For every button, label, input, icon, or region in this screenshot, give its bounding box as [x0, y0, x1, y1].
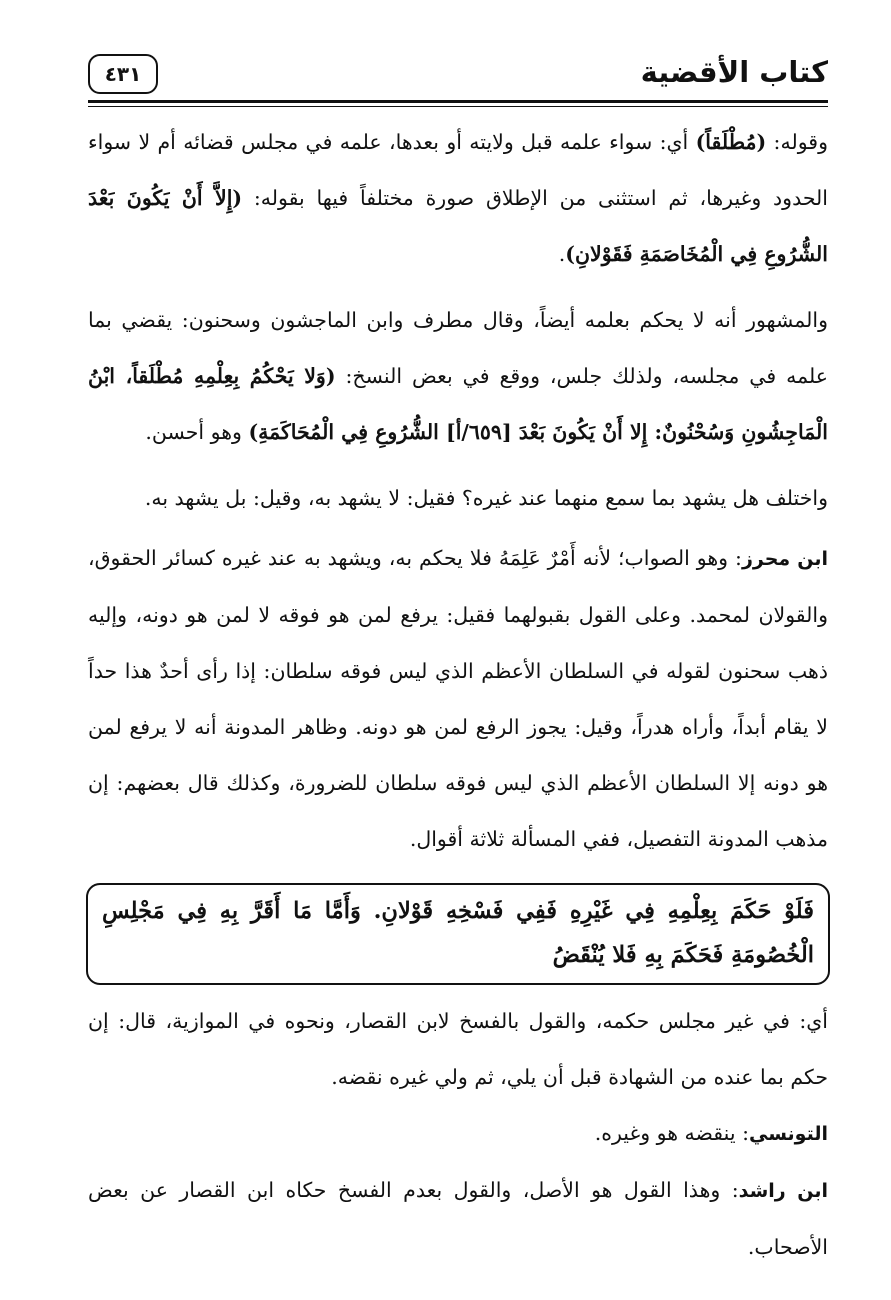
text-run: أي: سواء علمه قبل ولايته أو بعدها، علمه في مجلس قضائه أم لا سواء الحدود وغيرها، ثم استثنى من الإطلاق صورة مختلفاً فيها بقوله:: [88, 130, 829, 210]
text-run: : ينقضه هو وغيره.: [594, 1121, 749, 1145]
paragraph-7: [88, 1162, 828, 1275]
paragraph-5: [88, 993, 828, 1105]
paragraph-3: [88, 470, 828, 526]
page-number: ٤٣١: [88, 54, 158, 94]
header-rule-thin: [88, 106, 828, 107]
text-run: واختلف هل يشهد بما سمع منهما عند غيره؟ فقيل: لا يشهد به، وقيل: بل يشهد به.: [144, 486, 828, 510]
quoted-matn: (إِلاَّ أَنْ يَكُونَ بَعْدَ الشُّرُوعِ فِي الْمُخَاصَمَةِ فَقَوْلانِ): [88, 186, 828, 266]
page-body: [88, 114, 828, 1275]
text-run: : وهو الصواب؛ لأنه أَمْرٌ عَلِمَهُ فلا يحكم به، ويشهد به عند غيره كسائر الحقوق، والقولان لمحمد. وعلى القول بقبولهما فقيل: يرفع لمن هو فوقه لا لمن هو دونه، وإليه ذهب سحنون لقوله في السلطان الأعظم الذي ليس فوقه سلطان: إذا رأى أحدٌ هذا حداً لا يقام أبداً، وأراه هدراً، وقيل: يجوز الرفع لمن هو دونه. وظاهر المدونة أنه لا يرفع لمن هو دونه إلا السلطان الأعظم الذي ليس فوقه سلطان للضرورة، وكذلك قال بعضهم: إن مذهب المدونة التفصيل، ففي المسألة ثلاثة أقوال.: [88, 546, 828, 851]
matn-box: [86, 883, 830, 985]
scholar-name: ابن محرز: [741, 548, 828, 570]
paragraph-6: [88, 1105, 828, 1162]
matn-text: فَلَوْ حَكَمَ بِعِلْمِهِ فِي غَيْرِهِ فَفِي فَسْخِهِ قَوْلانِ. وَأَمَّا مَا أَقَرَّ بِهِ فِي مَجْلِسِ الْخُصُومَةِ فَحَكَمَ بِهِ فَلا يُنْقَضُ: [102, 898, 814, 968]
quoted-matn: (مُطْلَقاً): [695, 130, 767, 154]
text-run: أي: في غير مجلس حكمه، والقول بالفسخ لابن القصار، ونحوه في الموازية، قال: إن حكم بما عنده من الشهادة قبل أن يلي، ثم ولي غيره نقضه.: [88, 1009, 828, 1089]
text-run: والمشهور أنه لا يحكم بعلمه أيضاً، وقال مطرف وابن الماجشون وسحنون: يقضي بما علمه في مجلسه، ولذلك جلس، ووقع في بعض النسخ:: [88, 308, 828, 388]
text-run: : وهذا القول هو الأصل، والقول بعدم الفسخ حكاه ابن القصار عن بعض الأصحاب.: [88, 1178, 828, 1259]
text-run: .: [558, 242, 566, 266]
quoted-matn: (وَلا يَحْكُمُ بِعِلْمِهِ مُطْلَقاً، ابْنُ الْمَاجِشُونِ وَسُحْنُونٌ: إِلا أَنْ يَكُونَ بَعْدَ [٦٥٩/أ] الشُّرُوعِ فِي الْمُحَاكَمَةِ): [88, 364, 828, 444]
paragraph-1: [88, 114, 828, 282]
scholar-name: التونسي: [748, 1123, 828, 1145]
book-title: كتاب الأقضية: [640, 55, 828, 89]
text-run: وقوله:: [766, 130, 828, 154]
text-run: وهو أحسن.: [145, 420, 249, 444]
paragraph-2: [88, 292, 828, 460]
scholar-name: ابن راشد: [738, 1180, 828, 1202]
page-header: [88, 48, 828, 100]
book-page: [88, 48, 829, 1259]
paragraph-4: [88, 530, 828, 867]
header-rule: [88, 100, 828, 103]
